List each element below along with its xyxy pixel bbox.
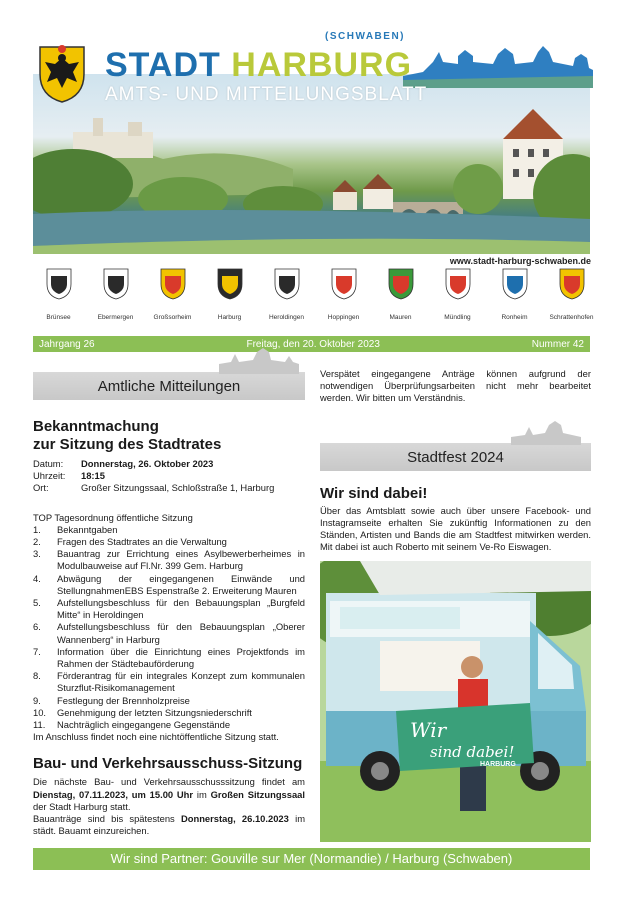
issue-number: Nummer 42 [531, 338, 584, 350]
bau-paragraph-1 [33, 776, 305, 813]
castle-skyline-icon [403, 42, 593, 88]
agenda-text: Fragen des Stadtrates an die Verwaltung [57, 536, 227, 548]
agenda-text: Abwägung der eingegangenen Einwände und StellungnahmenEBS Espenstraße 2. Erweiterung Mauren [57, 572, 305, 596]
masthead-title [105, 46, 412, 85]
agenda-outro: Im Anschluss findet noch eine nichtöffentliche Sitzung statt. [33, 731, 279, 743]
agenda-number: 10. [33, 706, 47, 718]
harburg-coat-of-arms-icon [37, 44, 87, 104]
ice-cream-truck-photo [320, 561, 591, 842]
crest-item [258, 268, 315, 330]
issue-volume: Jahrgang 26 [39, 338, 95, 350]
section-title: Stadtfest 2024 [407, 448, 504, 466]
agenda-item [33, 548, 305, 572]
agenda-item [33, 597, 305, 621]
stadtfest-body: Über das Amtsblatt sowie auch über unsere Facebook- und Instagramseite erhalten Sie zukünftig Informationen zu den Ständen, Artisten und Bands die am Stadtfest mitwirken werden. Mit dabei ist auch Roberto mit seinem Ve-Ro Eiswagen. [320, 504, 591, 553]
left-column [33, 362, 305, 837]
bau-p2-deadline: Donnerstag, 26.10.2023 [180, 813, 289, 825]
crest-item [543, 268, 600, 330]
agenda-item [33, 621, 305, 645]
meeting-details [33, 458, 305, 495]
bau-p1-place: Großen Sitzungssaal [210, 788, 306, 800]
agenda-intro: TOP Tagesordnung öffentliche Sitzung [33, 511, 193, 523]
detail-value: Großer Sitzungssaal, Schloßstraße 1, Harburg [81, 482, 275, 494]
agenda-item [33, 670, 305, 694]
agenda-item [33, 695, 305, 707]
district-crests-row [30, 268, 600, 330]
agenda-item [33, 536, 305, 548]
crest-name: Mauren [389, 314, 412, 321]
crest-item [315, 268, 372, 330]
masthead-region: (SCHWABEN) [325, 31, 405, 42]
crest-item [144, 268, 201, 330]
detail-value: Donnerstag, 26. Oktober 2023 [81, 458, 214, 469]
agenda-text: Genehmigung der letzten Sitzungsniederschrift [57, 706, 252, 718]
agenda-text: Bauantrag zur Errichtung eines Asylbewerberheimes in Modulbauweise auf Fl.Nr. 399 Gem. Harburg [57, 548, 305, 572]
agenda-text: Nachträglich eingegangene Gegenstände [57, 719, 231, 731]
agenda-number: 9. [33, 694, 41, 706]
agenda-number: 5. [33, 597, 41, 609]
village-crest-icon [217, 268, 243, 300]
agenda [33, 512, 305, 744]
village-crest-icon [502, 268, 528, 300]
agenda-item [33, 524, 305, 536]
detail-key: Datum: [33, 458, 64, 469]
crest-item [486, 268, 543, 330]
castle-silhouette-icon [219, 348, 299, 374]
section-header-stadtfest [320, 443, 591, 471]
agenda-text: Bekanntgaben [57, 523, 118, 535]
agenda-item [33, 719, 305, 731]
bau-p1-date: Dienstag, 07.11.2023, um 15.00 Uhr [33, 788, 194, 800]
crest-name: Schrattenhofen [549, 314, 594, 321]
agenda-text: Festlegung der Brennholzpreise [57, 694, 190, 706]
bau-p1-text-c: im [193, 788, 211, 800]
crest-item [372, 268, 429, 330]
crest-item [201, 268, 258, 330]
agenda-number: 4. [33, 572, 41, 584]
village-crest-icon [160, 268, 186, 300]
village-crest-icon [274, 268, 300, 300]
agenda-number: 7. [33, 645, 41, 657]
crest-name: Mündling [444, 314, 471, 321]
crest-name: Harburg [217, 314, 242, 321]
bau-p2-text-a: Bauanträge sind bis spätestens [33, 813, 181, 825]
bekanntmachung-heading-1: Bekanntmachung [33, 418, 159, 435]
crest-item [429, 268, 486, 330]
masthead [33, 24, 590, 254]
banner-text-dabei: sind dabei! [430, 743, 515, 762]
agenda-number: 1. [33, 523, 41, 535]
banner-text-wir: Wir [410, 718, 447, 743]
village-crest-icon [388, 268, 414, 300]
partner-footer: Wir sind Partner: Gouville sur Mer (Normandie) / Harburg (Schwaben) [33, 848, 590, 870]
bau-p2-text-c: im städt. Bauamt einzureichen. [33, 813, 305, 837]
title-stadt: STADT [105, 46, 221, 84]
right-column [320, 368, 591, 842]
detail-value: 18:15 [81, 470, 105, 482]
stadtfest-heading: Wir sind dabei! [320, 484, 428, 502]
agenda-item [33, 573, 305, 597]
detail-key: Ort: [33, 482, 49, 494]
bau-paragraph-2 [33, 813, 305, 837]
crest-name: Heroldingen [268, 314, 305, 321]
late-applications-text: Verspätet eingegangene Anträge können aufgrund der notwendigen Überprüfungsarbeiten nicht mehr bearbeitet werden. Wir bitten um Verständnis. [320, 368, 591, 404]
village-crest-icon [331, 268, 357, 300]
issue-date: Freitag, den 20. Oktober 2023 [246, 338, 380, 350]
village-crest-icon [103, 268, 129, 300]
village-crest-icon [445, 268, 471, 300]
website-url[interactable]: www.stadt-harburg-schwaben.de [449, 256, 591, 266]
agenda-text: Information über die Einrichtung eines Projektfonds im Rahmen der Städtebauförderung [57, 645, 305, 670]
crest-name: Ronheim [501, 314, 528, 321]
castle-silhouette-icon [511, 419, 581, 445]
agenda-item [33, 707, 305, 719]
section-header-amtliche [33, 372, 305, 400]
crest-name: Großsorheim [153, 314, 192, 321]
crest-item [30, 268, 87, 330]
issue-info-bar [33, 336, 590, 352]
agenda-text: Förderantrag für ein integrales Konzept zum kommunalen Sturzflut-Risikomanagement [57, 670, 305, 694]
crest-name: Brünsee [46, 314, 71, 321]
section-title: Amtliche Mitteilungen [97, 378, 241, 395]
village-crest-icon [559, 268, 585, 300]
agenda-text: Aufstellungsbeschluss für den Bebauungsplan „Burgfeld Mitte“ in Heroldingen [57, 597, 305, 621]
title-harburg: HARBURG [231, 46, 413, 84]
bau-heading: Bau- und Verkehrsausschuss-Sitzung [33, 755, 303, 773]
agenda-number: 3. [33, 548, 41, 560]
village-crest-icon [46, 268, 72, 300]
agenda-number: 8. [33, 670, 41, 682]
crest-name: Ebermergen [97, 314, 134, 321]
masthead-subtitle: AMTS- UND MITTEILUNGSBLATT [105, 84, 428, 105]
crest-item [87, 268, 144, 330]
agenda-number: 11. [33, 719, 46, 731]
bau-p1-text-e: der Stadt Harburg statt. [33, 800, 131, 812]
agenda-number: 2. [33, 536, 41, 548]
bau-p1-text-a: Die nächste Bau- und Verkehrsausschusssitzung findet am [33, 776, 305, 788]
banner-brand: HARBURG [480, 761, 516, 769]
agenda-item [33, 646, 305, 670]
agenda-text: Aufstellungsbeschluss für den Bebauungsplan „Oberer Wannenberg“ in Harburg [57, 621, 305, 645]
bekanntmachung-heading-2: zur Sitzung des Stadtrates [33, 436, 222, 453]
detail-key: Uhrzeit: [33, 470, 66, 482]
agenda-number: 6. [33, 621, 41, 633]
crest-name: Hoppingen [327, 314, 360, 321]
